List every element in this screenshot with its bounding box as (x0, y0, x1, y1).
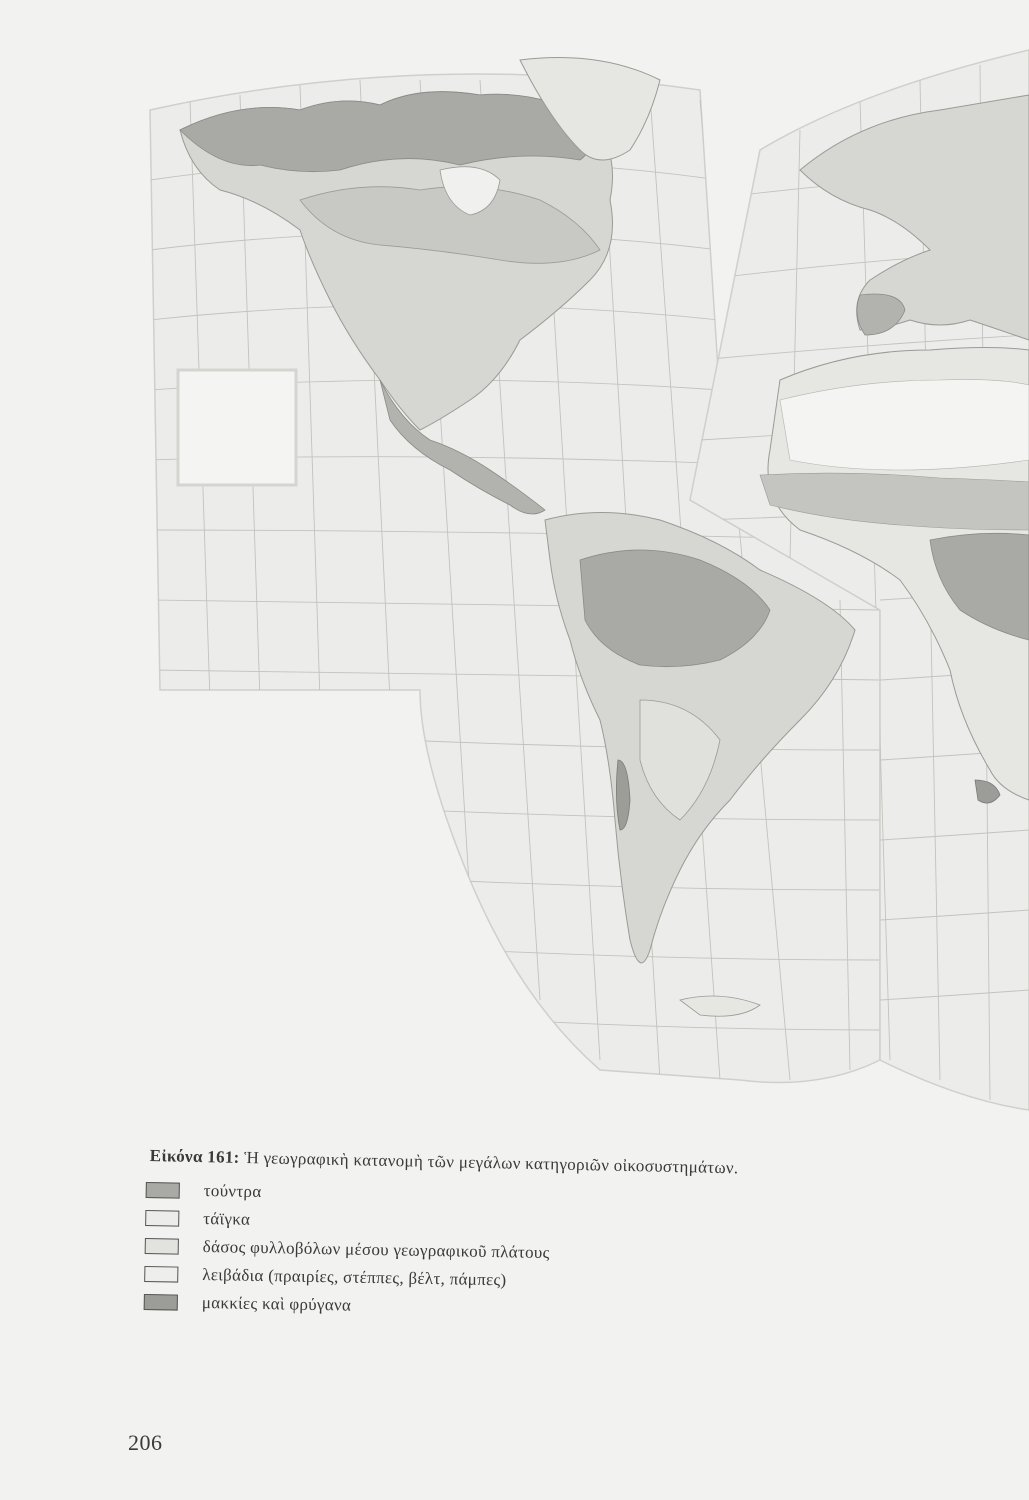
page-number: 206 (128, 1430, 163, 1455)
legend-swatch-taiga (145, 1210, 179, 1227)
legend-swatch-tundra (146, 1182, 180, 1199)
legend-label-grasslands: λειβάδια (πραιρίες, στέππες, βέλτ, πάμπες) (202, 1264, 507, 1290)
legend-label-deciduous-forest: δάσος φυλλοβόλων μέσου γεωγραφικοῦ πλάτους (202, 1237, 550, 1263)
map-legend (144, 1176, 666, 1325)
legend-label-tundra: τούντρα (203, 1181, 262, 1202)
legend-swatch-maquis (144, 1294, 178, 1311)
hawaii-inset-frame (178, 370, 296, 485)
figure-caption (150, 1146, 870, 1181)
legend-label-taiga: τάϊγκα (203, 1209, 251, 1229)
sahara-desert (780, 380, 1029, 470)
legend-label-maquis: μακκίες καὶ φρύγανα (201, 1292, 352, 1315)
figure-label: Εἰκόνα 161: (149, 1146, 240, 1167)
legend-swatch-deciduous-forest (145, 1238, 179, 1255)
legend-swatch-grasslands (144, 1266, 178, 1283)
figure-caption-text: Ἡ γεωγραφικὴ κατανομὴ τῶν μεγάλων κατηγοριῶν οἰκοσυστημάτων. (244, 1147, 739, 1178)
